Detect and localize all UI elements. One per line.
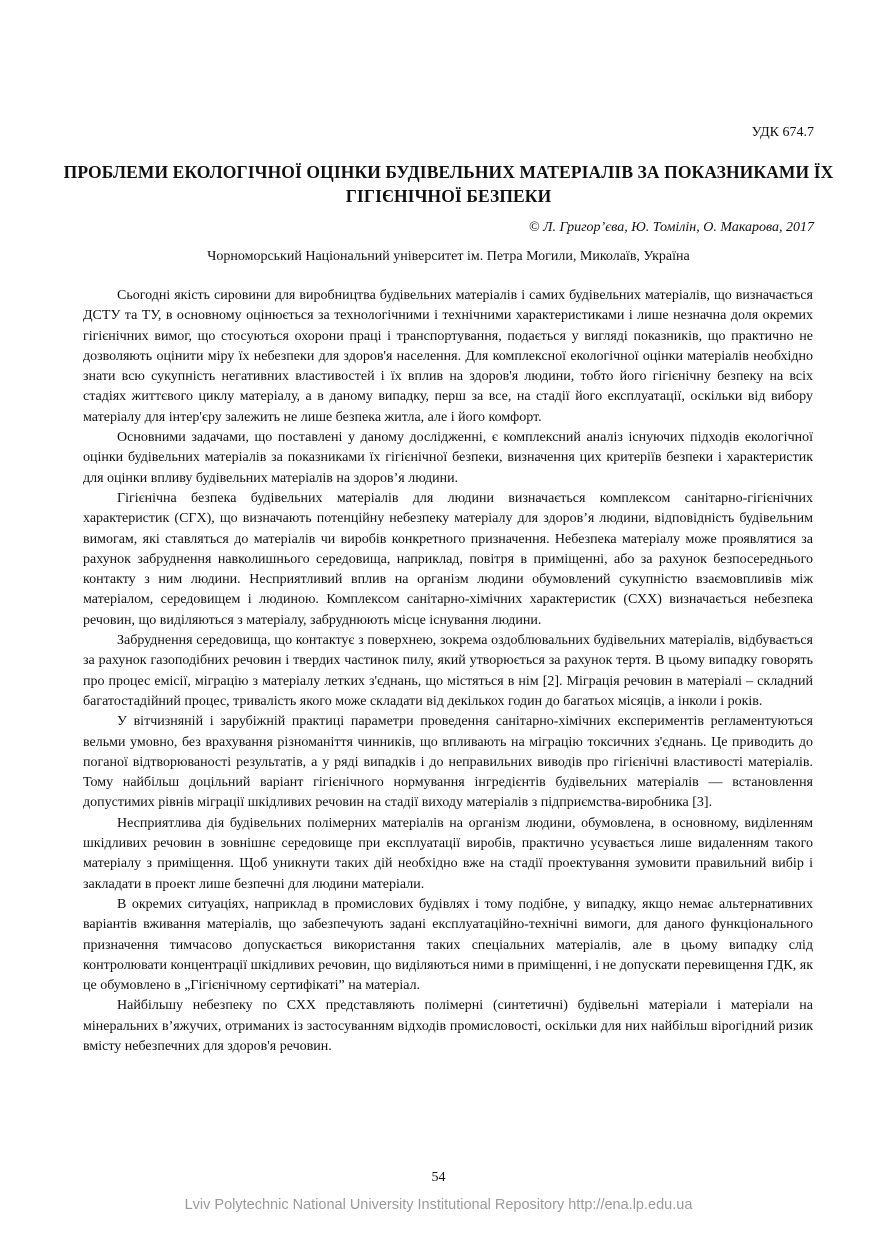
paragraph-1: Сьогодні якість сировини для виробництва будівельних матеріалів і самих будівельних матеріалів, що визначається ДСТУ та ТУ, в основному оцінюється за технологічними і технічними характеристиками і лише незначна доля окремих гігієнічних вимог, що стосуються охорони праці і транспортування, подається у вигляді показників, що практично не дозволяють оцінити міру їх небезпеки для здоров'я населення. Для комплексної екологічної оцінки матеріалів необхідно знати всю сукупність негативних властивостей і їх вплив на здоров'я людини, тобто його гігієнічну безпеку на всіх стадіях життєвого циклу матеріалу, а в даному випадку, перш за все, на стадії його експлуатації, оскільки від вибору матеріалу для інтер'єру залежить не лише безпека житла, але і його комфорт.: [83, 288, 813, 425]
authors-line: © Л. Григор’єва, Ю. Томілін, О. Макарова, 2017: [528, 220, 814, 235]
paragraph-2: Основними задачами, що поставлені у даному дослідженні, є комплексний аналіз існуючих підходів екологічної оцінки будівельних матеріалів за показниками їх гігієнічної безпеки, визначення цих критеріїв безпеки і характеристик для оцінки впливу будівельних матеріалів на здоров’я людини.: [83, 430, 813, 486]
repository-footer: Lviv Polytechnic National University Institutional Repository http://ena.lp.edu.ua: [184, 1197, 693, 1213]
paragraph-4: Забруднення середовища, що контактує з поверхнею, зокрема оздоблювальних будівельних матеріалів, відбувається за рахунок газоподібних речовин і твердих частинок пилу, який утворюється за рахунок тертя. В цьому випадку говорять про процес емісії, міграцію з матеріалу летких з'єднань, що містяться в нім [2]. Міграція речовин в матеріалі – складний багатостадійний процес, тривалість якого може складати від декількох годин до багатьох місяців, а інколи і років.: [83, 633, 813, 709]
paragraph-5: У вітчизняній і зарубіжній практиці параметри проведення санітарно-хімічних експериментів регламентуються вельми умовно, без врахування різноманіття чинників, що впливають на міграцію токсичних з'єднань. Це приводить до поганої відтворюваності результатів, а у ряді випадків і до неправильних виводів про гігієнічні властивості матеріалів. Тому найбільш доцільний варіант гігієнічного нормування інгредієнтів будівельних матеріалів — встановлення допустимих рівнів міграції шкідливих речовин на стадії виходу матеріалів з підприємства-виробника [3].: [83, 714, 813, 811]
page-number: 54: [431, 1170, 446, 1185]
paragraph-8: Найбільшу небезпеку по СХХ представляють полімерні (синтетичні) будівельні матеріали і матеріали на мінеральних в’яжучих, отриманих із застосуванням відходів промисловості, оскільки для них найбільш вірогідний ризик вмісту небезпечних для здоров'я речовин.: [83, 998, 813, 1054]
paragraph-7: В окремих ситуаціях, наприклад в промислових будівлях і тому подібне, у випадку, якщо немає альтернативних варіантів вживання матеріалів, що забезпечують задані експлуатаційно-технічні вимоги, для даного функціонального призначення тимчасово допускається використання таких спеціальних матеріалів, але в цьому випадку слід контролювати концентрації шкідливих речовин, що виділяються ними в приміщенні, і не допускати перевищення ГДК, як це обумовлено в „Гігієнічному сертифікаті” на матеріал.: [83, 896, 813, 994]
udc-code: УДК 674.7: [751, 125, 814, 140]
paragraph-6: Несприятлива дія будівельних полімерних матеріалів на організм людини, обумовлена, в основному, виділенням шкідливих речовин в зовнішнє середовище при експлуатації виробів, практично усувається лише видаленням такого матеріалу з приміщення. Щоб уникнути таких дій необхідно вже на стадії проектування зумовити правильний вибір і закладати в проект лише безпечні для людини матеріали.: [83, 815, 813, 892]
article-title: ПРОБЛЕМИ ЕКОЛОГІЧНОЇ ОЦІНКИ БУДІВЕЛЬНИХ МАТЕРІАЛІВ ЗА ПОКАЗНИКАМИ ЇХ ГІГІЄНІЧНОЇ БЕЗПЕКИ: [63, 162, 834, 206]
article-body: [83, 286, 813, 1057]
paragraph-3: Гігієнічна безпека будівельних матеріалів для людини визначається комплексом санітарно-гігієнічних характеристик (СГХ), що визначають потенційну небезпеку матеріалу для здоров’я людини, відповідність будівельним вимогам, які ставляться до матеріалів чи виробів конкретного призначення. Небезпека матеріалу може проявлятися за рахунок забруднення навколишнього середовища, наприклад, повітря в приміщенні, або за рахунок безпосереднього контакту з ним людини. Несприятливий вплив на організм людини обумовлений сукупністю взаємовпливів між матеріалом, середовищем і людиною. Комплексом санітарно-хімічних характеристик (СХХ) визначається небезпека речовин, що виділяються з матеріалу, забруднюють місце існування людини.: [83, 490, 813, 628]
affiliation: Чорноморський Національний університет ім. Петра Могили, Миколаїв, Україна: [207, 249, 690, 264]
